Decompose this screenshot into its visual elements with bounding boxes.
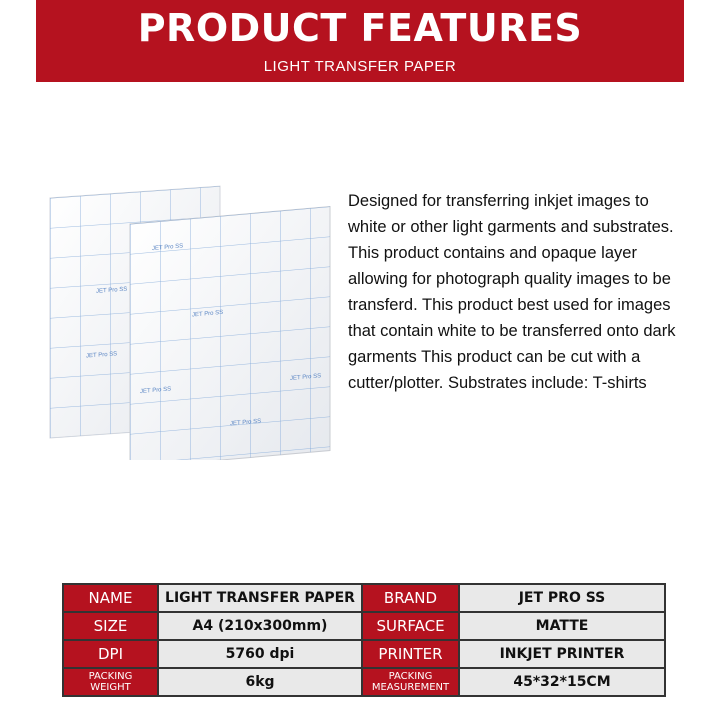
spec-label-printer: PRINTER	[362, 640, 459, 668]
spec-value-packing-weight: 6kg	[158, 668, 362, 696]
spec-value-printer: INKJET PRINTER	[459, 640, 665, 668]
spec-label-brand: BRAND	[362, 584, 459, 612]
svg-text:JET Pro SS: JET Pro SS	[140, 386, 172, 396]
spec-label-packing-weight: PACKING WEIGHT	[63, 668, 158, 696]
spec-table	[62, 583, 666, 697]
svg-text:JET Pro SS: JET Pro SS	[96, 286, 128, 295]
header-banner	[36, 0, 684, 82]
spec-label-surface: SURFACE	[362, 612, 459, 640]
svg-text:JET Pro SS: JET Pro SS	[86, 351, 118, 360]
spec-value-size: A4 (210x300mm)	[158, 612, 362, 640]
svg-text:JET Pro SS: JET Pro SS	[230, 418, 262, 428]
page-subtitle: LIGHT TRANSFER PAPER	[263, 58, 457, 75]
spec-row	[63, 612, 665, 640]
spec-value-dpi: 5760 dpi	[158, 640, 362, 668]
spec-value-packing-measurement: 45*32*15CM	[459, 668, 665, 696]
front-sheet	[130, 207, 330, 460]
svg-text:JET Pro SS: JET Pro SS	[290, 373, 322, 382]
spec-row	[63, 640, 665, 668]
spec-label-dpi: DPI	[63, 640, 158, 668]
spec-row	[63, 584, 665, 612]
spec-value-brand: JET PRO SS	[459, 584, 665, 612]
spec-value-name: LIGHT TRANSFER PAPER	[158, 584, 362, 612]
spec-label-name: NAME	[63, 584, 158, 612]
page-title: PRODUCT FEATURES	[137, 6, 583, 50]
spec-value-surface: MATTE	[459, 612, 665, 640]
spec-row	[63, 668, 665, 696]
product-description: Designed for transferring inkjet images to white or other light garments and substrates. This product contains and opaque layer allowing for photograph quality images to be transferd. This product best used for images that contain white to be transferred onto dark garments This product can be cut with a cutter/plotter. Substrates include: T-shirts	[348, 192, 676, 392]
svg-text:JET Pro SS: JET Pro SS	[152, 243, 184, 253]
transfer-paper-sheets-image	[40, 160, 340, 460]
svg-text:JET Pro SS: JET Pro SS	[192, 309, 224, 319]
spec-label-size: SIZE	[63, 612, 158, 640]
spec-label-packing-measurement: PACKING MEASUREMENT	[362, 668, 459, 696]
